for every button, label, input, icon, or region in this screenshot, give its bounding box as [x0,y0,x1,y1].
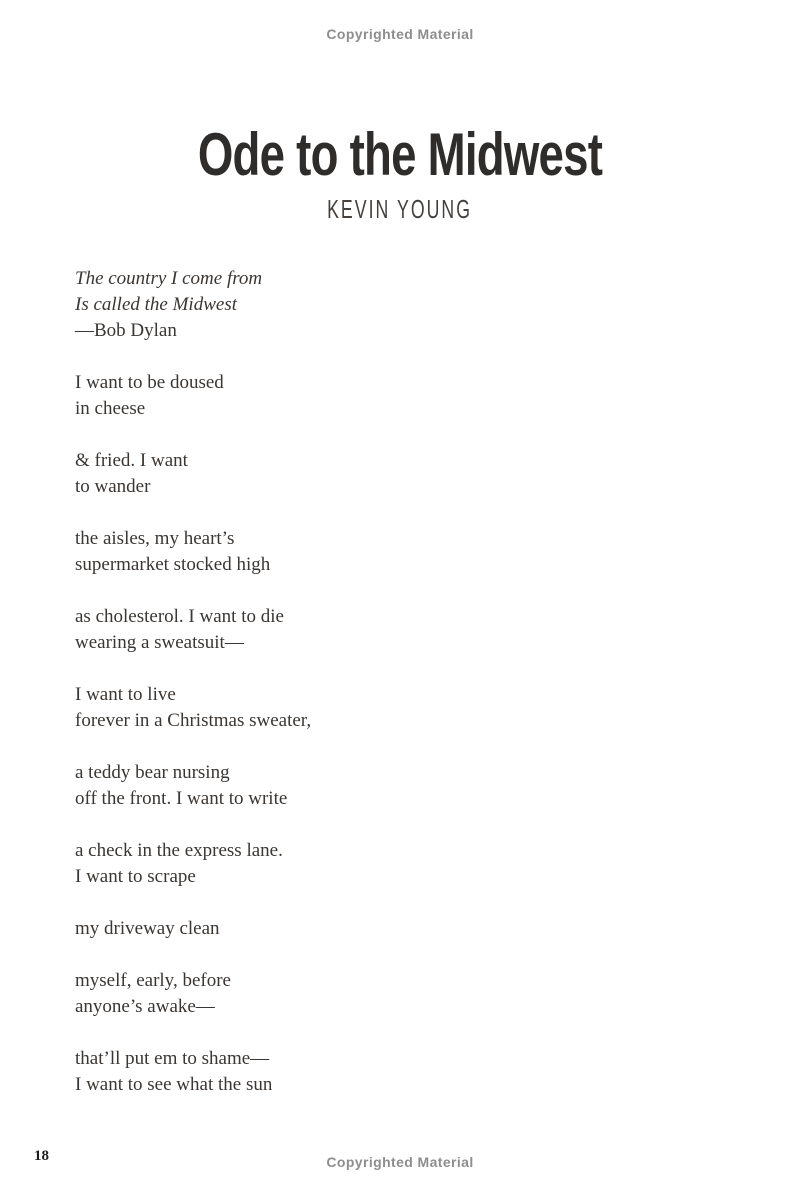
poem-line: off the front. I want to write [75,788,288,809]
poem-line: my driveway clean [75,918,220,939]
poem-stanza [75,916,311,942]
poem-line: that’ll put em to shame— [75,1048,270,1069]
poem-title: Ode to the Midwest [197,121,603,188]
poem-header [0,120,800,225]
poem-stanza [75,682,311,734]
poem-line: in cheese [75,398,146,419]
poem-stanza [75,1046,311,1098]
poem-stanza [75,370,311,422]
poem-line: I want to live [75,684,176,705]
poem-author: KEVIN YOUNG [327,194,473,224]
epigraph-line: The country I come from [75,268,263,289]
poem-line: & fried. I want [75,450,188,471]
epigraph-line: Is called the Midwest [75,294,237,315]
poem-stanza [75,838,311,890]
epigraph-attribution: —Bob Dylan [75,320,177,341]
poem-stanza [75,760,311,812]
poem-line: supermarket stocked high [75,554,271,575]
poem-line: forever in a Christmas sweater, [75,710,312,731]
copyright-notice-bottom: Copyrighted Material [326,1154,474,1170]
page-number: 18 [34,1148,49,1164]
poem-body [75,266,311,1124]
poem-line: I want to scrape [75,866,196,887]
poem-line: myself, early, before [75,970,231,991]
copyright-notice-top: Copyrighted Material [326,26,474,42]
poem-line: anyone’s awake— [75,996,215,1017]
poem-stanza [75,448,311,500]
poem-line: I want to be doused [75,372,224,393]
poem-epigraph [75,266,311,344]
poem-stanza [75,526,311,578]
poem-line: I want to see what the sun [75,1074,273,1095]
poem-line: a check in the express lane. [75,840,283,861]
poem-line: wearing a sweatsuit— [75,632,244,653]
poem-line: the aisles, my heart’s [75,528,235,549]
poem-line: a teddy bear nursing [75,762,230,783]
poem-line: to wander [75,476,151,497]
poem-stanza [75,604,311,656]
poem-line: as cholesterol. I want to die [75,606,284,627]
poem-stanzas [75,370,311,1098]
poem-stanza [75,968,311,1020]
